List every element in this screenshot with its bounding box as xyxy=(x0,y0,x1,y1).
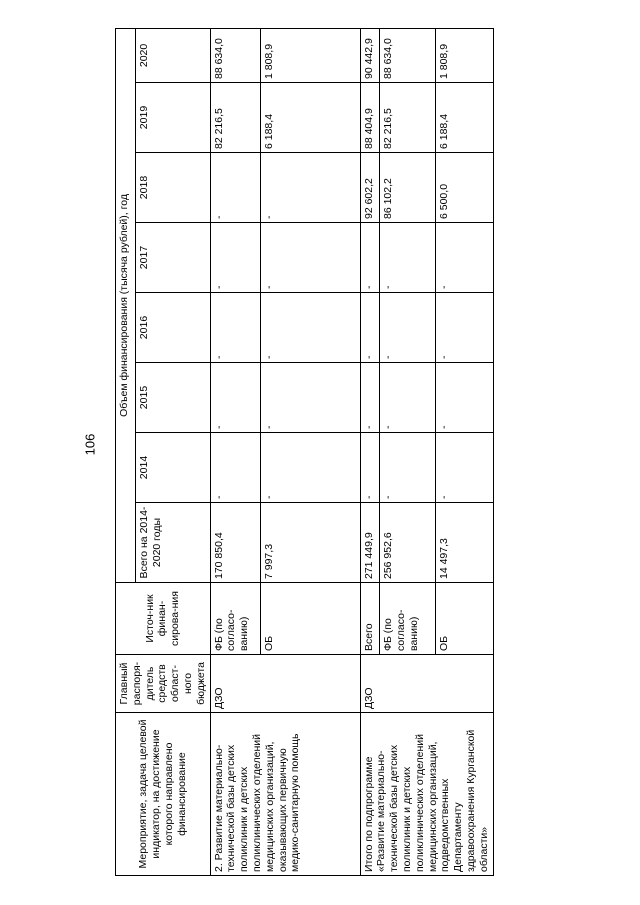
cell-2017: - xyxy=(210,223,260,293)
header-source: Источ-ник финан-сирова-ния xyxy=(116,583,211,655)
row-source: ФБ (по согласо-ванию) xyxy=(210,583,260,655)
header-year-2018: 2018 xyxy=(135,153,210,223)
row-manager: ДЗО xyxy=(360,655,493,713)
header-measure: Мероприятие, задача целевой индикатор, на достижение которого направлено финансирование xyxy=(116,713,211,876)
cell-2018: 86 102,2 xyxy=(380,153,436,223)
cell-2020: 88 634,0 xyxy=(210,28,260,82)
cell-2019: 88 404,9 xyxy=(360,83,380,153)
row-manager: ДЗО xyxy=(210,655,360,713)
header-year-2014: 2014 xyxy=(135,433,210,503)
header-funding-group: Объем финансирования (тысяча рублей), год xyxy=(116,28,136,582)
cell-2014: - xyxy=(210,433,260,503)
cell-2018: - xyxy=(260,153,360,223)
cell-total: 271 449,9 xyxy=(360,503,380,583)
cell-2017: - xyxy=(260,223,360,293)
row-source: ОБ xyxy=(436,583,493,655)
cell-2018: 6 500,0 xyxy=(436,153,493,223)
cell-2019: 82 216,5 xyxy=(210,83,260,153)
row-measure: 2. Развитие материально-технической базы детских поликлиник и детских поликлинических отделений медицинских организаций, оказывающих первичную медико-санитарную помощь xyxy=(210,713,360,876)
cell-2016: - xyxy=(210,293,260,363)
header-year-total: Всего на 2014-2020 годы xyxy=(135,503,210,583)
cell-2020: 1 808,9 xyxy=(436,28,493,82)
cell-2015: - xyxy=(260,363,360,433)
cell-2015: - xyxy=(380,363,436,433)
cell-2019: 6 188,4 xyxy=(436,83,493,153)
funding-table xyxy=(115,28,494,876)
row-measure: Итого по подпрограмме «Развитие материально-технической базы детских поликлиник и детских поликлинических отделений медицинских организаций, подведомственных Департаменту здравоохранения Курганской области» xyxy=(360,713,493,876)
cell-2020: 88 634,0 xyxy=(380,28,436,82)
cell-2017: - xyxy=(380,223,436,293)
header-year-2017: 2017 xyxy=(135,223,210,293)
header-year-2019: 2019 xyxy=(135,83,210,153)
cell-2015: - xyxy=(360,363,380,433)
page-number: 106 xyxy=(82,433,98,456)
cell-2016: - xyxy=(260,293,360,363)
cell-2015: - xyxy=(436,363,493,433)
cell-total: 14 497,3 xyxy=(436,503,493,583)
cell-2016: - xyxy=(380,293,436,363)
cell-2016: - xyxy=(360,293,380,363)
header-manager: Главный распоря-дитель средств област-ного бюджета xyxy=(116,655,211,713)
cell-2016: - xyxy=(436,293,493,363)
header-year-2015: 2015 xyxy=(135,363,210,433)
cell-total: 170 850,4 xyxy=(210,503,260,583)
row-source: Всего xyxy=(360,583,380,655)
cell-2017: - xyxy=(360,223,380,293)
cell-2020: 90 442,9 xyxy=(360,28,380,82)
header-year-2016: 2016 xyxy=(135,293,210,363)
rotated-table-container xyxy=(115,29,490,876)
cell-2014: - xyxy=(380,433,436,503)
cell-2019: 82 216,5 xyxy=(380,83,436,153)
cell-total: 256 952,6 xyxy=(380,503,436,583)
cell-2020: 1 808,9 xyxy=(260,28,360,82)
cell-2014: - xyxy=(436,433,493,503)
row-source: ОБ xyxy=(260,583,360,655)
cell-2018: 92 602,2 xyxy=(360,153,380,223)
cell-total: 7 997,3 xyxy=(260,503,360,583)
cell-2014: - xyxy=(260,433,360,503)
cell-2015: - xyxy=(210,363,260,433)
cell-2019: 6 188,4 xyxy=(260,83,360,153)
cell-2014: - xyxy=(360,433,380,503)
cell-2018: - xyxy=(210,153,260,223)
header-year-2020: 2020 xyxy=(135,28,210,82)
table-row xyxy=(360,28,380,875)
cell-2017: - xyxy=(436,223,493,293)
table-row xyxy=(210,28,260,875)
row-source: ФБ (по согласо-ванию) xyxy=(380,583,436,655)
